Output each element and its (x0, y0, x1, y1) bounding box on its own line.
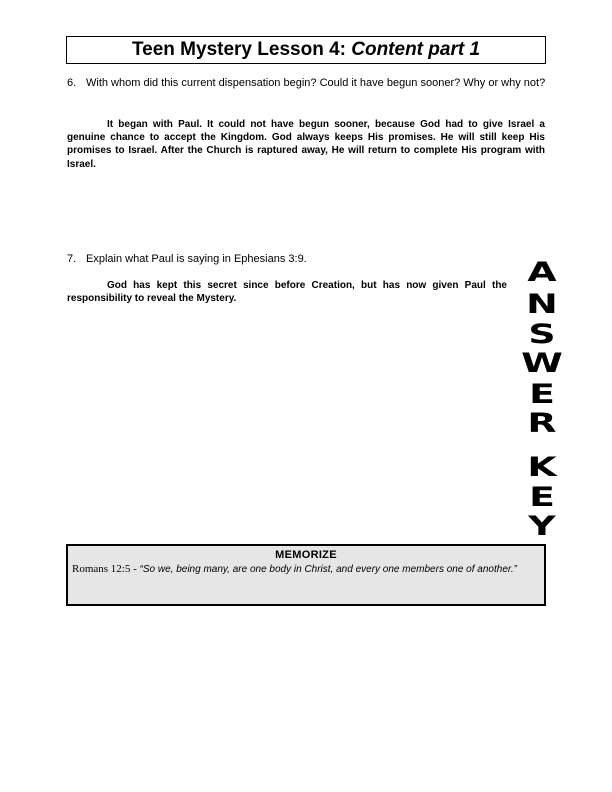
answer-key-letter: W (521, 348, 563, 379)
page-title (66, 36, 546, 64)
answer-key-letter: S (528, 319, 556, 350)
answer-key-letter: N (526, 289, 558, 320)
answer-text: God has kept this secret since before Creation, but has now given Paul the responsibility to reveal the Mystery. (67, 280, 507, 305)
question-number: 7. (67, 253, 77, 265)
answer-6 (67, 118, 545, 171)
answer-key-letter: K (527, 452, 557, 483)
answer-text: It began with Paul. It could not have begun sooner, because God had to give Israel a genuine chance to accept the Kingdom. God always keeps His promises. He will still keep His promises to Israel. After the Church is raptured away, He will return to complete His program with Israel. (67, 119, 545, 170)
question-text: With whom did this current dispensation begin? Could it have begun sooner? Why or why not? (86, 77, 546, 89)
title-main: Teen Mystery Lesson 4: (131, 39, 352, 60)
question-text: Explain what Paul is saying in Ephesians 3:9. (86, 253, 307, 265)
answer-key-letter: E (529, 379, 555, 410)
verse-text: “So we, being many, are one body in Christ, and every one members one of another.” (139, 564, 517, 575)
answer-key-letter: A (527, 257, 557, 288)
question-6 (67, 76, 547, 91)
question-number: 6. (67, 77, 77, 89)
memorize-verse (68, 561, 544, 577)
memorize-heading: MEMORIZE (275, 549, 337, 561)
answer-7 (67, 279, 507, 305)
answer-key-letter: E (529, 482, 555, 513)
title-emphasis: Content part 1 (351, 39, 481, 60)
memorize-box (66, 544, 546, 606)
question-7 (67, 252, 507, 267)
verse-reference: Romans 12:5 - (72, 563, 140, 575)
answer-key-letter: R (527, 408, 557, 439)
answer-key-letter: Y (528, 511, 556, 542)
